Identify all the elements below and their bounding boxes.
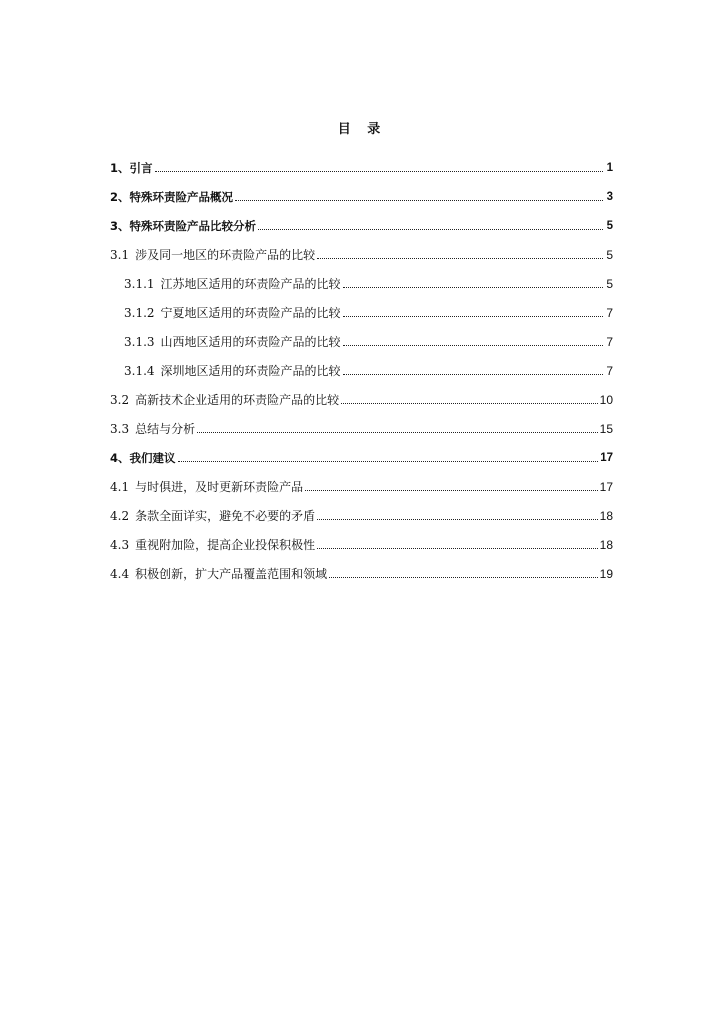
- toc-leader-dots: [258, 229, 603, 230]
- toc-entry[interactable]: [110, 379, 613, 408]
- toc-leader-dots: [317, 519, 598, 520]
- toc-entry[interactable]: [110, 292, 613, 321]
- toc-entry-number: 4.2: [110, 509, 130, 523]
- toc-leader-dots: [197, 432, 598, 433]
- toc-page-number: 10: [599, 393, 613, 407]
- toc-entry-title: 特殊环责险产品概况: [129, 190, 234, 204]
- toc-entry-title: 条款全面详实，避免不必要的矛盾: [135, 509, 316, 523]
- toc-entry-number: 3.1.1: [124, 277, 155, 291]
- toc-entry[interactable]: [110, 408, 613, 437]
- toc-page-number: 5: [606, 277, 613, 291]
- toc-entry-number: 3.3: [110, 422, 130, 436]
- toc-entry-number: 3.2: [110, 393, 130, 407]
- toc-entry-title: 引言: [129, 161, 153, 175]
- toc-leader-dots: [155, 171, 603, 172]
- toc-page-number: 5: [606, 248, 613, 262]
- toc-entry[interactable]: [110, 234, 613, 263]
- toc-entry-title: 与时俱进，及时更新环责险产品: [135, 480, 304, 494]
- toc-leader-dots: [178, 461, 599, 462]
- toc-entry-title: 深圳地区适用的环责险产品的比较: [160, 364, 341, 378]
- toc-entry[interactable]: [110, 553, 613, 582]
- toc-entry[interactable]: [110, 495, 613, 524]
- toc-entry[interactable]: [110, 466, 613, 495]
- toc-entry-number: 4、: [110, 451, 130, 465]
- toc-entry-title: 积极创新，扩大产品覆盖范围和领域: [135, 567, 328, 581]
- toc-page-number: 19: [599, 567, 613, 581]
- toc-leader-dots: [343, 287, 603, 288]
- toc-leader-dots: [343, 345, 603, 346]
- toc-page-number: 7: [606, 306, 613, 320]
- toc-leader-dots: [305, 490, 598, 491]
- toc-leader-dots: [317, 258, 603, 259]
- toc-entry-number: 4.1: [110, 480, 130, 494]
- toc-entry-number: 3、: [110, 219, 130, 233]
- toc-entry-title: 重视附加险，提高企业投保积极性: [135, 538, 316, 552]
- toc-entry-number: 3.1.4: [124, 364, 155, 378]
- toc-entry-number: 2、: [110, 190, 130, 204]
- toc-page-number: 7: [606, 364, 613, 378]
- toc-entry-title: 我们建议: [129, 451, 176, 465]
- toc-entry-title: 宁夏地区适用的环责险产品的比较: [160, 306, 341, 320]
- toc-entry[interactable]: [110, 437, 613, 466]
- toc-entry-number: 3.1: [110, 248, 130, 262]
- toc-page-number: 15: [599, 422, 613, 436]
- toc-entry-title: 总结与分析: [135, 422, 196, 436]
- toc-page-number: 17: [600, 452, 613, 464]
- toc-page-number: 3: [606, 191, 613, 203]
- toc-entry[interactable]: [110, 263, 613, 292]
- toc-page-number: 5: [606, 220, 613, 232]
- toc-page-number: 18: [599, 509, 613, 523]
- toc-entry-number: 3.1.3: [124, 335, 155, 349]
- toc-entry[interactable]: [110, 321, 613, 350]
- toc-entry[interactable]: [110, 205, 613, 234]
- toc-leader-dots: [341, 403, 598, 404]
- toc-entry[interactable]: [110, 350, 613, 379]
- toc-page-number: 7: [606, 335, 613, 349]
- toc-entry-title: 高新技术企业适用的环责险产品的比较: [135, 393, 340, 407]
- toc-entry[interactable]: [110, 524, 613, 553]
- toc-leader-dots: [343, 316, 603, 317]
- toc-leader-dots: [235, 200, 603, 201]
- toc-entry-title: 特殊环责险产品比较分析: [129, 219, 257, 233]
- toc-leader-dots: [317, 548, 598, 549]
- toc-list: [110, 147, 613, 582]
- toc-leader-dots: [343, 374, 603, 375]
- toc-title: 目 录: [337, 122, 387, 137]
- toc-leader-dots: [329, 577, 598, 578]
- toc-entry[interactable]: [110, 176, 613, 205]
- toc-page-number: 18: [599, 538, 613, 552]
- toc-entry-number: 4.4: [110, 567, 130, 581]
- toc-entry-number: 4.3: [110, 538, 130, 552]
- toc-entry-title: 江苏地区适用的环责险产品的比较: [160, 277, 341, 291]
- toc-page-number: 17: [599, 480, 613, 494]
- toc-page-number: 1: [606, 162, 613, 174]
- toc-entry-number: 1、: [110, 161, 130, 175]
- toc-entry-number: 3.1.2: [124, 306, 155, 320]
- toc-entry[interactable]: [110, 147, 613, 176]
- toc-entry-title: 涉及同一地区的环责险产品的比较: [135, 248, 316, 262]
- toc-entry-title: 山西地区适用的环责险产品的比较: [160, 335, 341, 349]
